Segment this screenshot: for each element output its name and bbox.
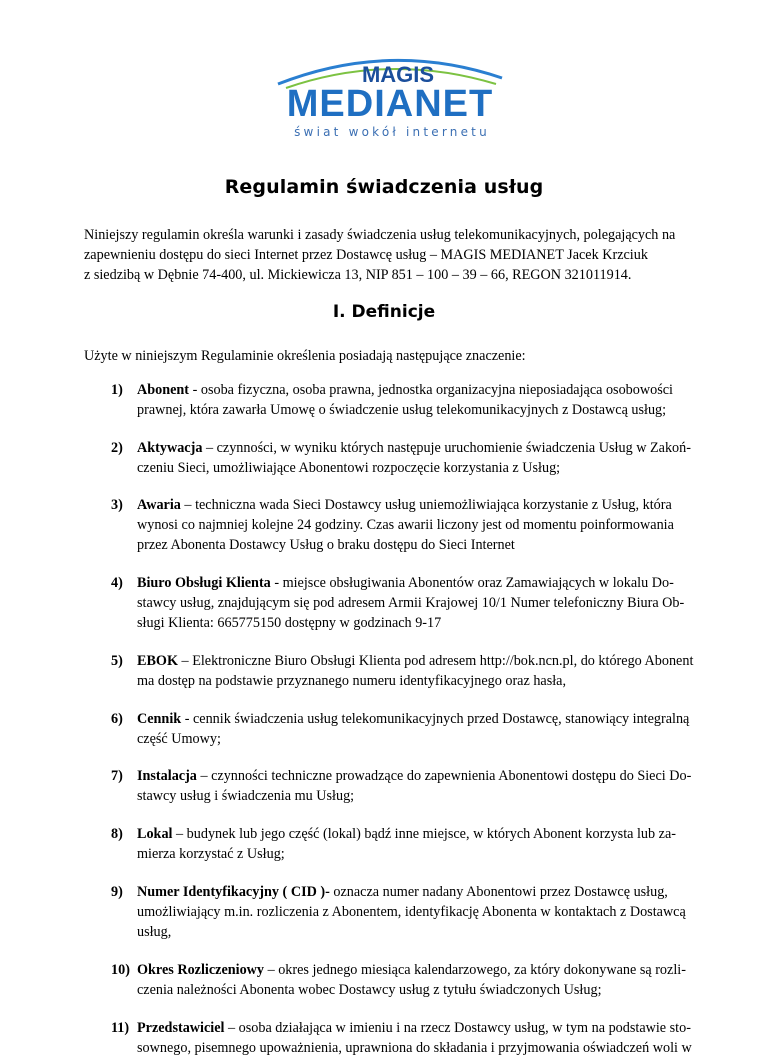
definition-term: Aktywacja <box>137 440 203 456</box>
logo-tagline: świat wokół internetu <box>294 125 490 139</box>
magis-medianet-logo <box>270 44 510 140</box>
definition-text: – Elektroniczne Biuro Obsługi Klienta pod adresem http://bok.ncn.pl, do którego Abonent <box>178 653 694 669</box>
definition-item <box>84 882 704 942</box>
definition-text: – budynek lub jego część (lokal) bądź inne miejsce, w których Abonent korzysta lub za- <box>172 826 676 842</box>
definition-item <box>84 438 704 478</box>
logo-graphic <box>270 44 510 140</box>
definition-number: 11) <box>111 1020 130 1036</box>
definition-item <box>84 960 704 1000</box>
definition-term: Okres Rozliczeniowy <box>137 962 265 978</box>
definition-term: EBOK <box>137 653 178 669</box>
definition-item <box>84 766 704 806</box>
definition-number: 9) <box>111 884 123 900</box>
definition-term: Awaria <box>137 497 181 513</box>
intro-line: Niniejszy regulamin określa warunki i zasady świadczenia usług telekomunikacyjnych, polegających na <box>84 227 676 243</box>
section-heading: I. Definicje <box>332 302 436 322</box>
definition-text: stawcy usług, znajdującym się pod adresem Armii Krajowej 10/1 Numer telefoniczny Biura Ob- <box>137 595 685 611</box>
definition-text: – techniczna wada Sieci Dostawcy usług uniemożliwiająca korzystanie z Usług, która <box>180 497 672 513</box>
definitions-list <box>84 380 704 1058</box>
definition-term: Abonent <box>137 382 190 398</box>
definition-text: sownego, pisemnego upoważnienia, uprawniona do składania i przyjmowania oświadczeń woli w <box>137 1040 692 1056</box>
definition-text: część Umowy; <box>137 731 221 747</box>
definition-text: czeniu Sieci, umożliwiające Abonentowi rozpoczęcie korzystania z Usług; <box>137 460 561 476</box>
logo-magis-word: MAGIS <box>361 62 435 87</box>
definition-text: – okres jednego miesiąca kalendarzowego, za który dokonywane są rozli- <box>264 962 686 978</box>
definition-text: czenia należności Abonenta wobec Dostawcy usług z tytułu świadczonych Usług; <box>137 982 602 998</box>
definition-term: Cennik <box>137 711 182 727</box>
definition-term: Biuro Obsługi Klienta <box>137 575 271 591</box>
definition-text: - miejsce obsługiwania Abonentów oraz Zamawiających w lokalu Do- <box>270 575 674 591</box>
logo-medianet-word: MEDIANET <box>286 83 494 125</box>
definition-text: przez Abonenta Dostawcy Usług o braku dostępu do Sieci Internet <box>137 537 515 553</box>
definition-item <box>84 380 704 420</box>
definition-text: prawnej, która zawarła Umowę o świadczenie usług telekomunikacyjnych z Dostawcą usług; <box>137 402 667 418</box>
definition-text: - cennik świadczenia usług telekomunikacyjnych przed Dostawcę, stanowiący integralną <box>181 711 690 727</box>
page-title: Regulamin świadczenia usług <box>224 176 544 198</box>
definition-text: stawcy usług i świadczenia mu Usług; <box>137 788 355 804</box>
definition-text: – osoba działająca w imieniu i na rzecz Dostawcy usług, w tym na podstawie sto- <box>224 1020 691 1036</box>
definition-term: Numer Identyfikacyjny ( CID )- <box>137 884 330 900</box>
definition-number: 4) <box>111 575 123 591</box>
definition-number: 2) <box>111 440 123 456</box>
definition-item <box>84 573 704 633</box>
definition-text: oznacza numer nadany Abonentowi przez Dostawcę usług, <box>329 884 668 900</box>
definition-term: Instalacja <box>137 768 197 784</box>
intro-line: z siedzibą w Dębnie 74-400, ul. Mickiewicza 13, NIP 851 – 100 – 39 – 66, REGON 321011914. <box>84 267 632 283</box>
definition-number: 8) <box>111 826 123 842</box>
intro-line: zapewnieniu dostępu do sieci Internet przez Dostawcę usług – MAGIS MEDIANET Jacek Krzciuk <box>84 247 648 263</box>
definition-text: wynosi co najmniej kolejne 24 godziny. Czas awarii liczony jest od momentu poinformowania <box>137 517 674 533</box>
definition-number: 1) <box>111 382 123 398</box>
definitions-lead: Użyte w niniejszym Regulaminie określenia posiadają następujące znaczenie: <box>84 348 526 364</box>
definition-term: Przedstawiciel <box>137 1020 225 1036</box>
definition-number: 10) <box>111 962 130 978</box>
intro-paragraph <box>84 225 704 285</box>
definition-number: 3) <box>111 497 123 513</box>
definition-item <box>84 824 704 864</box>
definition-item <box>84 1018 704 1058</box>
definition-text: umożliwiający m.in. rozliczenia z Abonentem, identyfikację Abonenta w kontaktach z Dostawcą <box>137 904 686 920</box>
definition-text: ma dostęp na podstawie przyznanego numeru identyfikacyjnego oraz hasła, <box>137 673 567 689</box>
definition-text: mierza korzystać z Usług; <box>137 846 285 862</box>
definition-number: 6) <box>111 711 123 727</box>
definition-item <box>84 651 704 691</box>
definition-number: 5) <box>111 653 123 669</box>
definition-item <box>84 495 704 555</box>
definition-item <box>84 709 704 749</box>
definition-text: usług, <box>137 924 172 940</box>
definition-text: – czynności, w wyniku których następuje uruchomienie świadczenia Usług w Zakoń- <box>202 440 691 456</box>
definition-text: - osoba fizyczna, osoba prawna, jednostka organizacyjna nieposiadająca osobowości <box>189 382 673 398</box>
definition-number: 7) <box>111 768 123 784</box>
definition-term: Lokal <box>137 826 173 842</box>
definition-text: – czynności techniczne prowadzące do zapewnienia Abonentowi dostępu do Sieci Do- <box>196 768 692 784</box>
definition-text: sługi Klienta: 665775150 dostępny w godzinach 9-17 <box>137 615 442 631</box>
